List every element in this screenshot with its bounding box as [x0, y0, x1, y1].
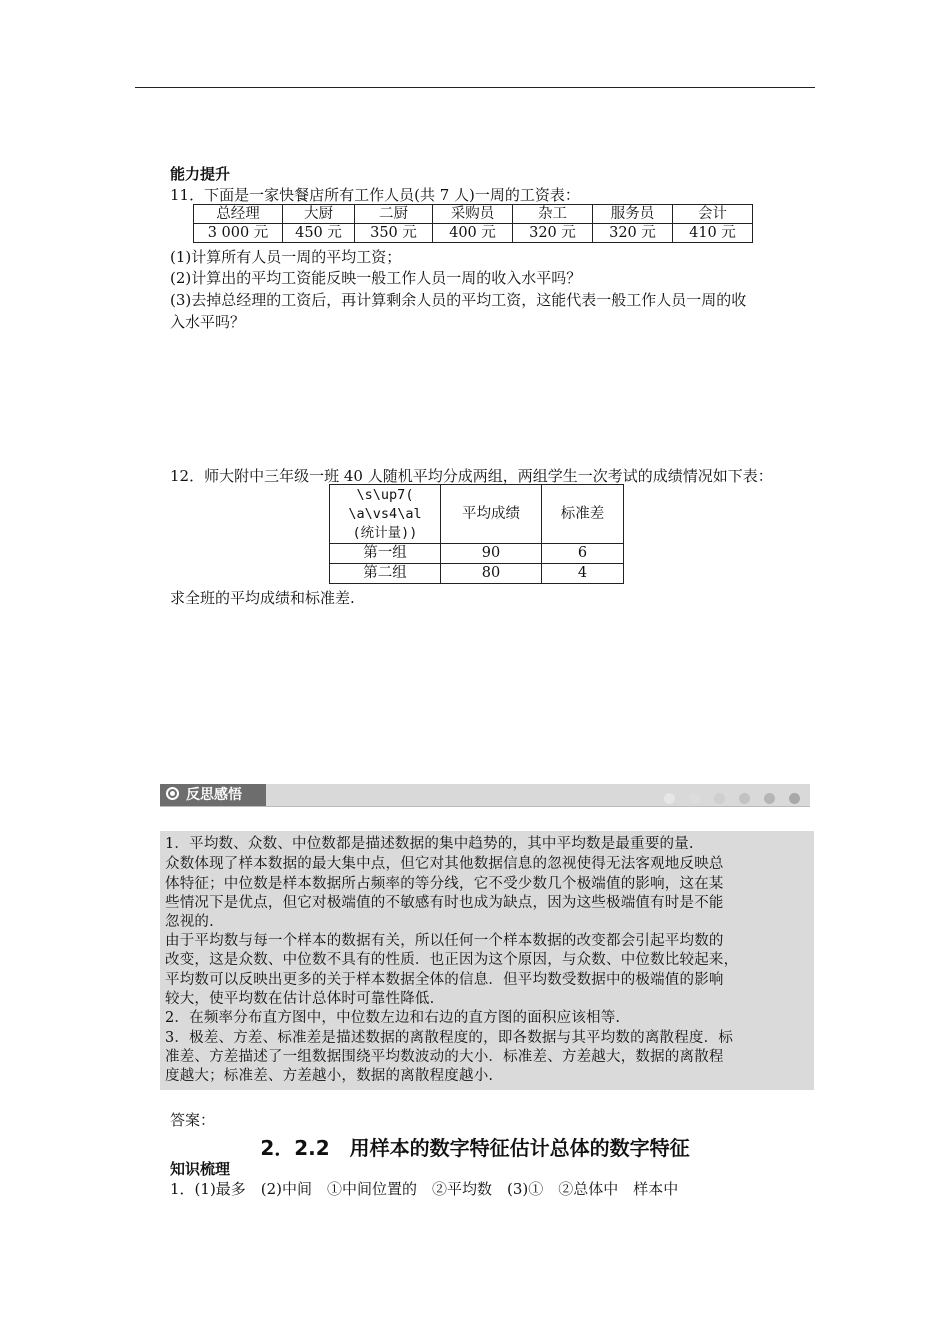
dot-icon: [789, 793, 800, 804]
wage-value-cell: 320 元: [513, 224, 593, 243]
question-11-stem: 11．下面是一家快餐店所有工作人员(共 7 人)一周的工资表：: [170, 186, 580, 204]
dot-icon: [739, 793, 750, 804]
reflect-line: 准差、方差描述了一组数据围绕平均数波动的大小．标准差、方差越大，数据的离散程: [165, 1049, 724, 1065]
wage-header-row: [194, 205, 753, 224]
reflect-line: 体特征；中位数是样本数据所占频率的等分线，它不受少数几个极端值的影响，这在某: [165, 876, 724, 892]
question-11-part-1: (1)计算所有人员一周的平均工资；: [170, 248, 402, 266]
reflect-line: 由于平均数与每一个样本的数据有关，所以任何一个样本数据的改变都会引起平均数的: [165, 933, 724, 949]
wage-header-cell: 大厨: [283, 205, 355, 224]
dot-icon: [689, 793, 700, 804]
group-cell: 第二组: [330, 564, 441, 584]
question-11-part-2: (2)计算出的平均工资能反映一般工作人员一周的收入水平吗？: [170, 269, 582, 287]
question-11-part-3-cont: 入水平吗？: [170, 313, 246, 331]
table-row: [330, 544, 624, 564]
wage-value-row: [194, 224, 753, 243]
header-mean: 平均成绩: [441, 485, 542, 544]
reflect-line: 平均数可以反映出更多的关于样本数据全体的信息．但平均数受数据中的极端值的影响: [165, 972, 724, 988]
reflect-line: 众数体现了样本数据的最大集中点，但它对其他数据信息的忽视使得无法客观地反映总: [165, 856, 724, 872]
reflect-line: 些情况下是优点，但它对极端值的不敏感有时也成为缺点，因为这些极端值有时是不能: [165, 895, 724, 911]
wage-header-cell: 服务员: [593, 205, 673, 224]
corner-text-2: \a\vs4\al: [348, 505, 422, 522]
question-12-ask: 求全班的平均成绩和标准差.: [170, 589, 355, 607]
wage-value-cell: 320 元: [593, 224, 673, 243]
reflect-line: 度越大；标准差、方差越小，数据的离散程度越小.: [165, 1068, 494, 1084]
question-11-part-3: (3)去掉总经理的工资后，再计算剩余人员的平均工资，这能代表一般工作人员一周的收: [170, 291, 747, 309]
target-icon: [166, 787, 179, 800]
reflect-line: 改变，这是众数、中位数不具有的性质．也正因为这个原因，与众数、中位数比较起来，: [165, 952, 739, 968]
question-12-stem: 12．师大附中三年级一班 40 人随机平均分成两组，两组学生一次考试的成绩情况如下表：: [170, 467, 773, 485]
group-cell: 第一组: [330, 544, 441, 564]
wage-header-cell: 总经理: [194, 205, 283, 224]
reflect-line: 2．在频率分布直方图中，中位数左边和右边的直方图的面积应该相等.: [165, 1010, 621, 1026]
wage-header-cell: 采购员: [433, 205, 513, 224]
mean-cell: 90: [441, 544, 542, 564]
header-sd: 标准差: [542, 485, 624, 544]
decorative-dots: [655, 789, 800, 808]
corner-text-1: \s\up7(: [356, 486, 414, 503]
reflect-line: 忽视的.: [165, 914, 214, 930]
wage-value-cell: 400 元: [433, 224, 513, 243]
reflect-line: 较大，使平均数在估计总体时可靠性降低.: [165, 991, 435, 1007]
wage-value-cell: 450 元: [283, 224, 355, 243]
corner-text-3: (统计量)): [352, 524, 418, 541]
reflect-line: 3．极差、方差、标准差是描述数据的离散程度的，即各数据与其平均数的离散程度．标: [165, 1030, 734, 1046]
dot-icon: [764, 793, 775, 804]
reflect-line: 1．平均数、众数、中位数都是描述数据的集中趋势的，其中平均数是最重要的量.: [165, 836, 694, 852]
sd-cell: 6: [542, 544, 624, 564]
reflect-tag-label: 反思感悟: [186, 787, 242, 803]
score-header-row: [330, 485, 624, 544]
reflect-content: [160, 831, 814, 1090]
score-table: [329, 484, 624, 584]
mean-cell: 80: [441, 564, 542, 584]
wage-value-cell: 350 元: [355, 224, 433, 243]
knowledge-line: 1．(1)最多 (2)中间 ①中间位置的 ②平均数 (3)① ②总体中 样本中: [170, 1180, 679, 1198]
answer-title: 2．2.2 用样本的数字特征估计总体的数字特征: [260, 1136, 690, 1160]
corner-cell: [330, 485, 441, 544]
wage-table: [193, 204, 753, 243]
header-rule: [135, 87, 815, 88]
wage-value-cell: 3 000 元: [194, 224, 283, 243]
dot-icon: [714, 793, 725, 804]
wage-header-cell: 杂工: [513, 205, 593, 224]
wage-header-cell: 会计: [673, 205, 753, 224]
answer-label: 答案：: [170, 1111, 216, 1129]
reflect-tag: [160, 784, 266, 806]
table-row: [330, 564, 624, 584]
wage-value-cell: 410 元: [673, 224, 753, 243]
section-heading: 能力提升: [170, 165, 231, 183]
dot-icon: [664, 793, 675, 804]
reflect-banner: [160, 784, 810, 807]
wage-header-cell: 二厨: [355, 205, 433, 224]
knowledge-heading: 知识梳理: [170, 1160, 231, 1178]
sd-cell: 4: [542, 564, 624, 584]
